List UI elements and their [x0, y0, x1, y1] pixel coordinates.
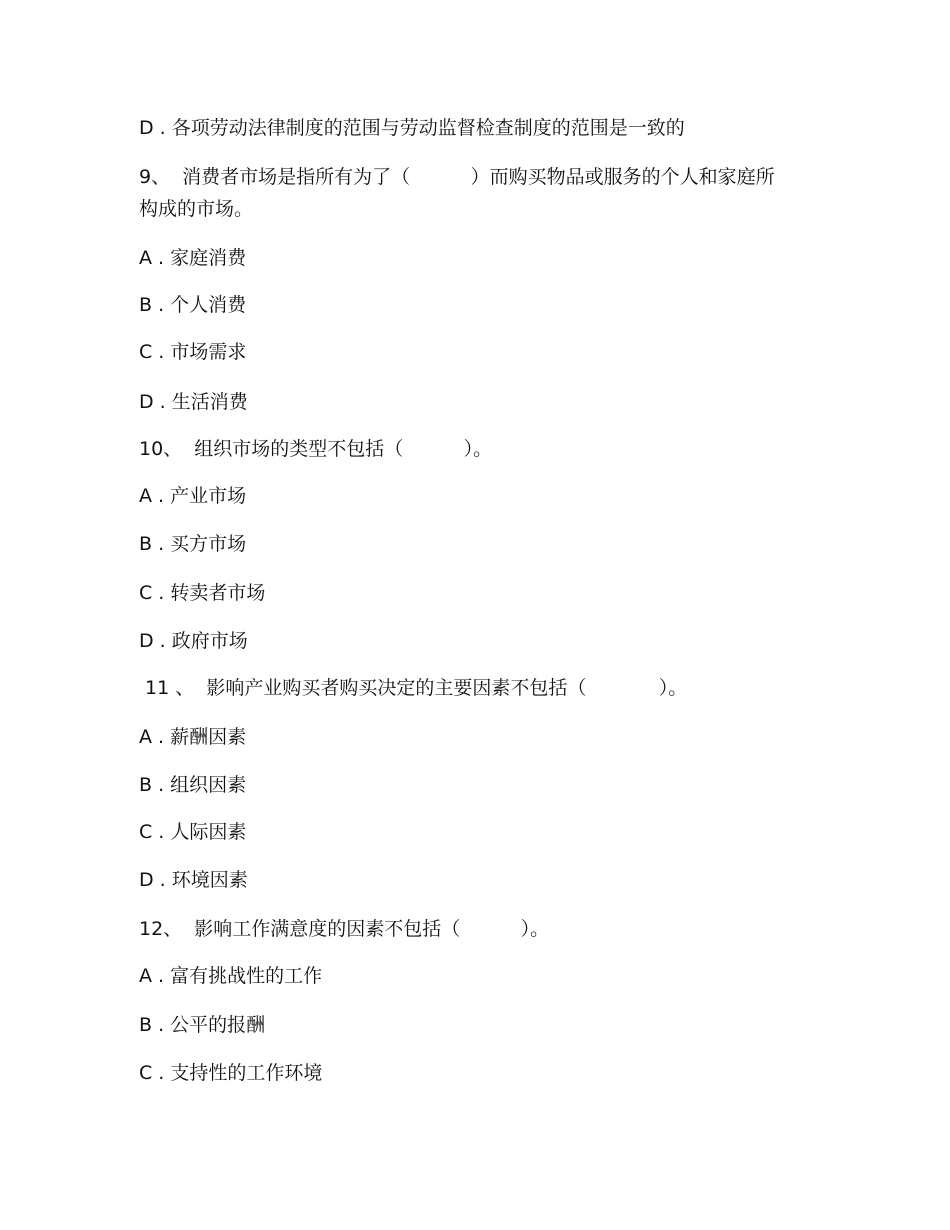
- q10-option-a: A . 产业市场: [139, 485, 247, 507]
- q9-option-c: C . 市场需求: [139, 341, 247, 363]
- q10-question: 10、 组织市场的类型不包括（ ）。: [139, 438, 493, 460]
- q12-option-c: C . 支持性的工作环境: [139, 1062, 323, 1084]
- q10-option-b: B . 买方市场: [139, 533, 247, 555]
- q11-option-d: D . 环境因素: [139, 869, 248, 891]
- q9-option-b: B . 个人消费: [139, 294, 247, 316]
- q11-question: 11 、 影响产业购买者购买决定的主要因素不包括（ ）。: [139, 677, 688, 699]
- q10-option-c: C . 转卖者市场: [139, 582, 266, 604]
- q11-option-b: B . 组织因素: [139, 774, 247, 796]
- q10-option-d: D . 政府市场: [139, 630, 248, 652]
- q8-option-d: D . 各项劳动法律制度的范围与劳动监督检查制度的范围是一致的: [139, 117, 685, 139]
- q11-option-a: A . 薪酬因素: [139, 726, 247, 748]
- q11-option-c: C . 人际因素: [139, 821, 247, 843]
- q9-question: 9、 消费者市场是指所有为了（ ）而购买物品或服务的个人和家庭所构成的市场。: [139, 166, 775, 220]
- q12-option-b: B . 公平的报酬: [139, 1014, 266, 1036]
- q12-question: 12、 影响工作满意度的因素不包括（ ）。: [139, 918, 550, 940]
- q9-option-a: A . 家庭消费: [139, 247, 247, 269]
- q9-option-d: D . 生活消费: [139, 391, 248, 413]
- q12-option-a: A . 富有挑战性的工作: [139, 965, 323, 987]
